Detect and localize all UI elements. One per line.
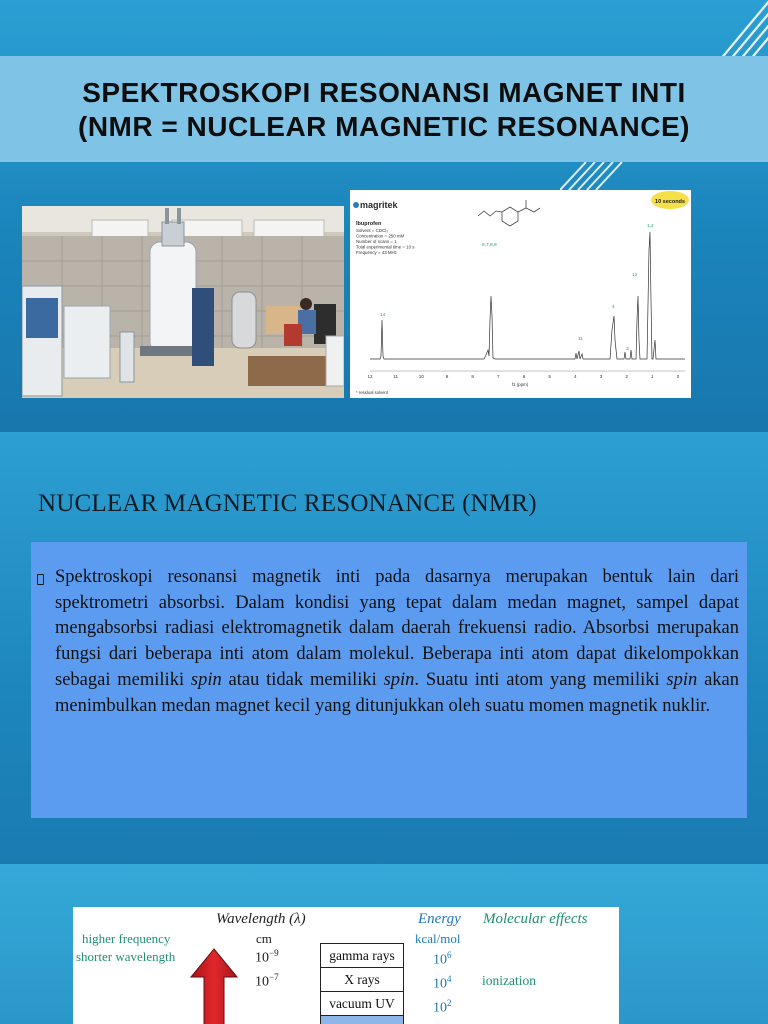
decorative-stripes-mid	[560, 162, 650, 190]
bullet-icon	[37, 574, 44, 585]
radiation-type: gamma rays	[321, 944, 403, 968]
wavelength-value: $10^{-9}$	[255, 948, 279, 966]
shorter-wavelength-label: shorter wavelength	[76, 949, 176, 964]
x-axis-ticks	[367, 374, 679, 379]
x-axis-tick: 12	[367, 374, 373, 379]
x-axis-tick: 4	[574, 374, 577, 379]
spectrum-brand: magritek	[360, 200, 398, 210]
radiation-type-next	[321, 1016, 403, 1024]
italic-term: spin	[383, 669, 415, 690]
radiation-type: vacuum UV	[321, 992, 403, 1016]
paragraph-run: Spektroskopi resonansi magnetik inti pada dasarnya merupakan bentuk lain dari spektrometri absorbsi. Dalam kondisi yang tepat dalam medan magnet, sampel dapat mengabsorbsi radiasi elektromagnetik dalam daerah frekuensi radio. Absorbsi merupakan fungsi dari beberapa inti atom dalam molekul. Beberapa inti atom dapat dikelompokkan sebagai memiliki	[55, 567, 739, 690]
time-badge-label: 10 seconds	[655, 199, 685, 205]
wavelength-value: $10^{-7}$	[255, 972, 279, 990]
param-line: Number of scans = 1	[356, 239, 397, 244]
title-band	[0, 56, 768, 162]
arrow-up-icon	[189, 947, 239, 1024]
section-heading: NUCLEAR MAGNETIC RESONANCE (NMR)	[38, 490, 537, 517]
peak-label: 14	[380, 313, 386, 318]
x-axis-tick: 5	[548, 374, 551, 379]
definition-text-box	[31, 542, 747, 818]
energy-unit: kcal/mol	[415, 931, 461, 946]
italic-term: spin	[666, 669, 698, 690]
peak-label: 4	[612, 305, 615, 310]
peak-labels	[380, 223, 654, 352]
compound-name: Ibuprofen	[356, 221, 382, 227]
x-axis-tick: 2	[625, 374, 628, 379]
slide-em-spectrum	[0, 864, 768, 1024]
molecular-effects-header: Molecular effects	[483, 911, 588, 927]
energy-value: $10^6$	[433, 950, 452, 968]
slide-nmr-definition	[0, 432, 768, 864]
slide-title-line-1: SPEKTROSKOPI RESONANSI MAGNET INTI	[82, 77, 686, 108]
higher-frequency-label: higher frequency	[82, 931, 171, 946]
param-line: Total experimental time = 10 s	[356, 244, 415, 250]
slide-title-line-2: (NMR = NUCLEAR MAGNETIC RESONANCE)	[78, 111, 690, 142]
molecule-structure-icon	[478, 200, 540, 226]
x-axis-tick: 3	[599, 374, 603, 379]
decorative-stripes	[690, 0, 768, 60]
definition-paragraph	[55, 565, 739, 719]
x-axis-tick: 8	[471, 374, 474, 379]
italic-term: spin	[190, 669, 222, 690]
wavelength-unit: cm	[256, 931, 272, 946]
x-axis-tick: 11	[393, 374, 399, 379]
paragraph-run: . Suatu inti atom yang memiliki	[414, 669, 667, 690]
magritek-logo-icon	[353, 202, 359, 208]
x-axis-tick: 7	[497, 374, 500, 379]
nmr-lab-photo	[22, 206, 344, 398]
spectrum-footnote: * residual solvent	[356, 390, 388, 395]
wavelength-header: Wavelength (λ)	[216, 911, 306, 927]
slide-title	[0, 0, 768, 432]
peak-label: 11	[578, 337, 583, 342]
param-line: Concentration = 250 mM	[356, 233, 405, 239]
peak-label: 1,2	[647, 224, 654, 229]
x-axis-tick: 10	[418, 374, 424, 379]
radiation-type-column	[320, 943, 404, 1024]
spectrum-trace	[370, 232, 685, 359]
energy-value: $10^2$	[433, 998, 452, 1016]
peak-label: 12	[632, 273, 638, 278]
x-axis-tick: 6	[522, 374, 526, 379]
x-axis-tick: 1	[651, 374, 654, 379]
molecular-effect: ionization	[482, 973, 536, 988]
param-line: Solvent = CDCl₃	[356, 228, 388, 233]
param-line: Frequency = 43 MHz	[356, 250, 397, 255]
paragraph-run: akan menimbulkan medan magnet kecil yang ditunjukkan oleh suatu momen magnetik nuklir.	[55, 669, 739, 716]
x-axis-tick: 9	[445, 374, 449, 379]
x-axis-label: f1 (ppm)	[511, 382, 529, 387]
energy-header: Energy	[418, 911, 461, 927]
peak-label: 3	[626, 347, 629, 352]
nmr-spectrum-image	[350, 190, 691, 398]
radiation-type: X rays	[321, 968, 403, 992]
x-axis-tick: 0	[676, 374, 680, 379]
paragraph-run: atau tidak memiliki	[221, 669, 384, 690]
em-spectrum-table	[73, 907, 619, 1024]
energy-value: $10^4$	[433, 974, 452, 992]
peak-label: 6,7,8,9	[482, 243, 497, 248]
